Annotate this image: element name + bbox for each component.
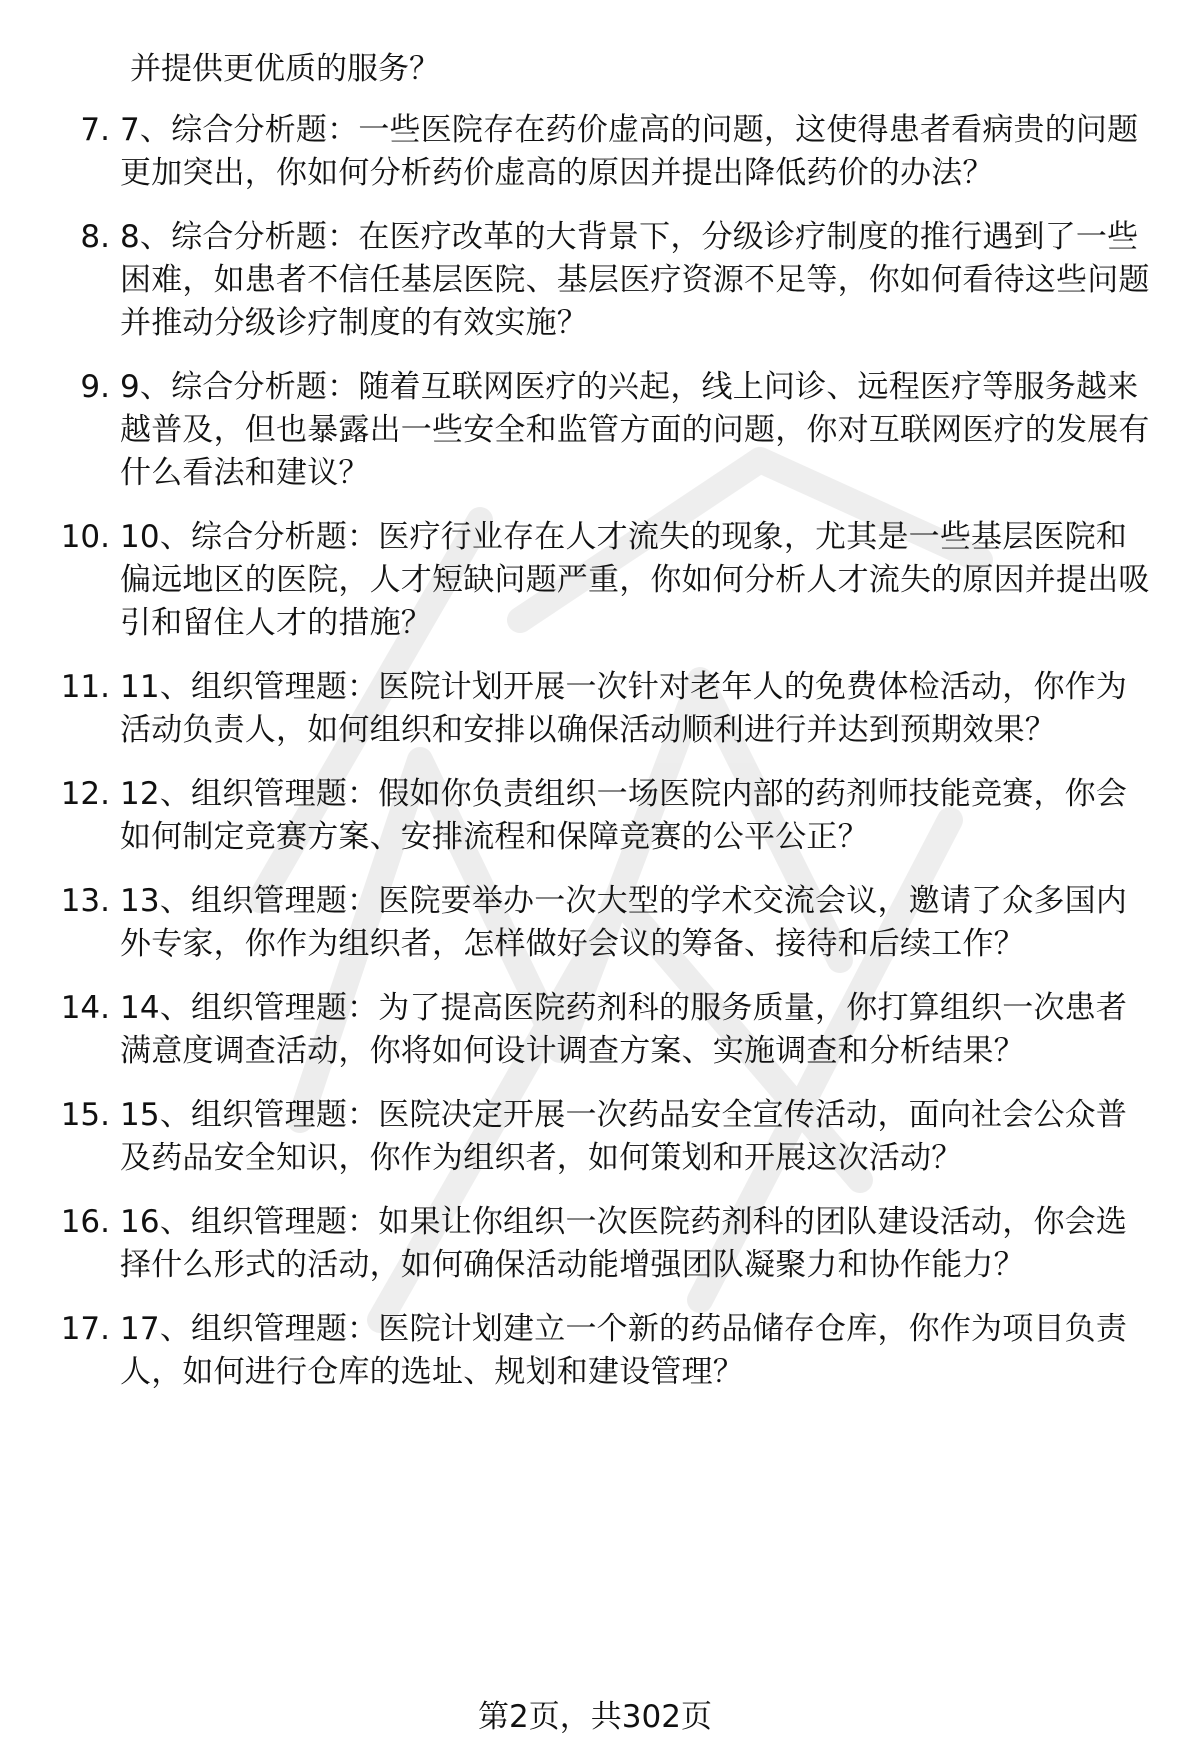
question-item-10 — [0, 516, 1190, 645]
question-number: 15. — [60, 1097, 110, 1133]
question-number: 10. — [60, 519, 110, 555]
question-item-7 — [0, 109, 1190, 195]
question-text: 8、综合分析题：在医疗改革的大背景下，分级诊疗制度的推行遇到了一些困难，如患者不信任基层医院、基层医疗资源不足等，你如何看待这些问题并推动分级诊疗制度的有效实施？ — [120, 219, 1150, 341]
question-number: 8. — [80, 219, 110, 255]
question-number: 17. — [60, 1311, 110, 1347]
page-footer: 第2页，共302页 — [478, 1699, 712, 1735]
question-text: 11、组织管理题：医院计划开展一次针对老年人的免费体检活动，你作为活动负责人，如何组织和安排以确保活动顺利进行并达到预期效果？ — [120, 669, 1128, 748]
question-text: 15、组织管理题：医院决定开展一次药品安全宣传活动，面向社会公众普及药品安全知识，你作为组织者，如何策划和开展这次活动？ — [120, 1097, 1128, 1176]
question-item-14 — [0, 987, 1190, 1073]
question-text: 17、组织管理题：医院计划建立一个新的药品储存仓库，你作为项目负责人，如何进行仓库的选址、规划和建设管理？ — [120, 1311, 1128, 1390]
question-item-13 — [0, 880, 1190, 966]
question-text: 12、组织管理题：假如你负责组织一场医院内部的药剂师技能竞赛，你会如何制定竞赛方案、安排流程和保障竞赛的公平公正？ — [120, 776, 1128, 855]
question-item-8 — [0, 216, 1190, 345]
question-text: 7、综合分析题：一些医院存在药价虚高的问题，这使得患者看病贵的问题更加突出，你如何分析药价虚高的原因并提出降低药价的办法？ — [120, 112, 1139, 191]
question-item-17 — [0, 1308, 1190, 1394]
question-number: 16. — [60, 1204, 110, 1240]
question-number: 14. — [60, 990, 110, 1026]
question-text: 14、组织管理题：为了提高医院药剂科的服务质量，你打算组织一次患者满意度调查活动，你将如何设计调查方案、实施调查和分析结果？ — [120, 990, 1128, 1069]
question-text: 9、综合分析题：随着互联网医疗的兴起，线上问诊、远程医疗等服务越来越普及，但也暴露出一些安全和监管方面的问题，你对互联网医疗的发展有什么看法和建议？ — [120, 369, 1150, 491]
question-item-11 — [0, 666, 1190, 752]
question-number: 7. — [80, 112, 110, 148]
question-item-15 — [0, 1094, 1190, 1180]
continuation-text: 并提供更优质的服务？ — [130, 51, 440, 87]
question-number: 13. — [60, 883, 110, 919]
question-item-12 — [0, 773, 1190, 859]
question-number: 9. — [80, 369, 110, 405]
question-item-16 — [0, 1201, 1190, 1287]
question-item-9 — [0, 366, 1190, 495]
question-number: 11. — [60, 669, 110, 705]
question-text: 10、综合分析题：医疗行业存在人才流失的现象，尤其是一些基层医院和偏远地区的医院，人才短缺问题严重，你如何分析人才流失的原因并提出吸引和留住人才的措施？ — [120, 519, 1150, 641]
question-list — [0, 109, 1190, 1415]
question-text: 13、组织管理题：医院要举办一次大型的学术交流会议，邀请了众多国内外专家，你作为组织者，怎样做好会议的筹备、接待和后续工作？ — [120, 883, 1128, 962]
question-number: 12. — [60, 776, 110, 812]
question-text: 16、组织管理题：如果让你组织一次医院药剂科的团队建设活动，你会选择什么形式的活动，如何确保活动能增强团队凝聚力和协作能力？ — [120, 1204, 1128, 1283]
